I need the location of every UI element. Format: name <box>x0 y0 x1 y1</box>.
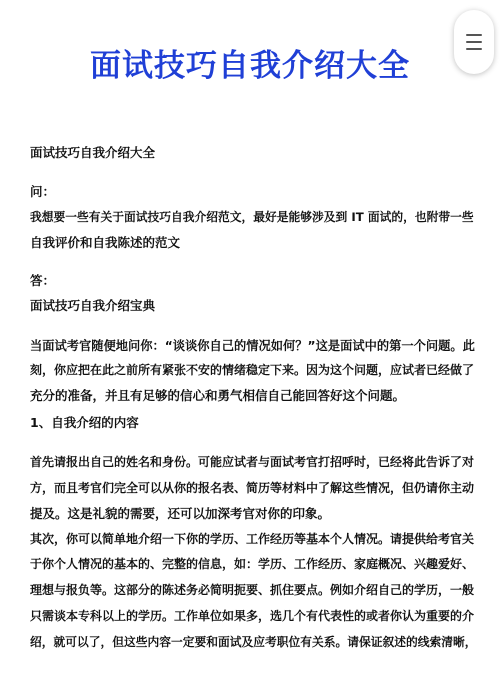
menu-bar <box>466 34 482 36</box>
menu-bar <box>466 48 482 50</box>
paragraph-line: 绍，就可以了，但这些内容一定要和面试及应考职位有关系。请保证叙述的线索清晰， <box>30 635 477 649</box>
paragraph-line: 理想与报负等。这部分的陈述务必简明扼要、抓住要点。例如介绍自己的学历，一般 <box>30 583 475 597</box>
paragraph-line: 首先请报出自己的姓名和身份。可能应试者与面试考官打招呼时，已经将此告诉了对 <box>30 455 475 469</box>
menu-bar <box>466 41 482 43</box>
answer-label: 答： <box>30 273 56 288</box>
document-subtitle: 面试技巧自我介绍大全 <box>30 145 156 160</box>
paragraph-line: 当面试考官随便地问你：“谈谈你自己的情况如何？”这是面试中的第一个问题。此 <box>30 339 475 353</box>
paragraph-line: 于你个人情况的基本的、完整的信息，如：学历、工作经历、家庭概况、兴趣爱好、 <box>30 557 475 571</box>
question-label: 问： <box>30 184 56 199</box>
paragraph-line: 刻，你应把在此之前所有紧张不安的情绪稳定下来。因为这个问题，应试者已经做了 <box>30 363 475 377</box>
question-line: 我想要一些有关于面试技巧自我介绍范文，最好是能够涉及到 IT 面试的，也附带一些 <box>30 210 474 224</box>
paragraph-line: 只需谈本专科以上的学历。工作单位如果多，选几个有代表性的或者你认为重要的介 <box>30 609 475 623</box>
paragraph-line: 提及。这是礼貌的需要，还可以加深考官对你的印象。 <box>30 506 331 521</box>
section-heading: 1、自我介绍的内容 <box>30 415 139 430</box>
answer-heading: 面试技巧自我介绍宝典 <box>30 298 156 313</box>
paragraph-line: 其次，你可以简单地介绍一下你的学历、工作经历等基本个人情况。请提供给考官关 <box>30 532 475 546</box>
paragraph-line: 方，而且考官们完全可以从你的报名表、简历等材料中了解这些情况，但仍请你主动 <box>30 481 475 495</box>
paragraph-line: 充分的准备，并且有足够的信心和勇气相信自己能回答好这个问题。 <box>30 388 406 403</box>
question-line: 自我评价和自我陈述的范文 <box>30 235 181 250</box>
hamburger-menu-icon[interactable] <box>454 10 494 74</box>
document-title: 面试技巧自我介绍大全 <box>90 48 410 84</box>
